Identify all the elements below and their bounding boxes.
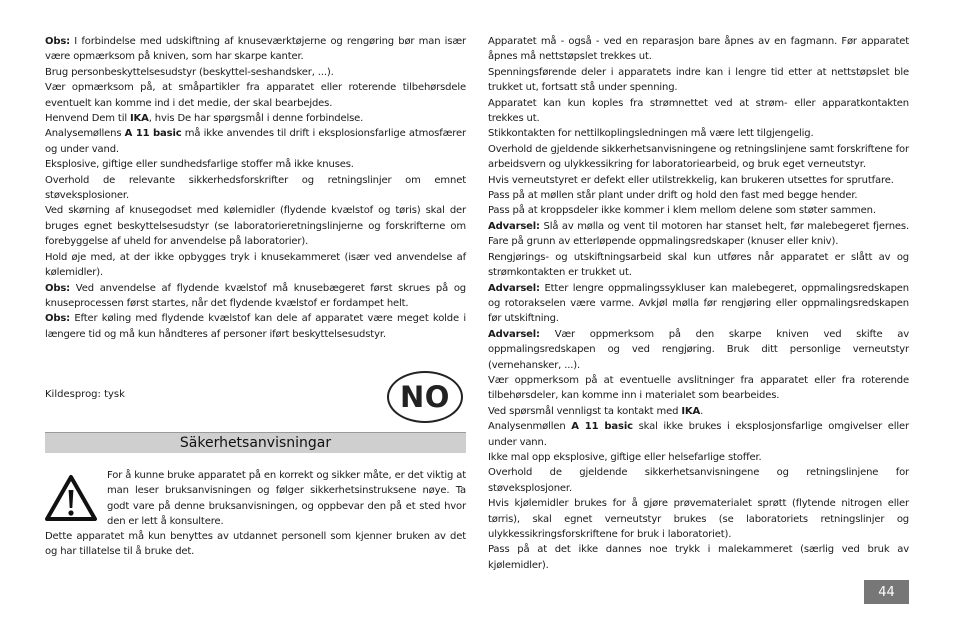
bold-term: IKA bbox=[129, 113, 149, 125]
staff-paragraph: Dette apparatet må kun benyttes av utdannet personell som kjenner bruken av det og har tillatelse til å bruke det. bbox=[45, 531, 466, 558]
paragraph-text: Eksplosive, giftige eller sundhedsfarlige stoffer må ikke knuses. bbox=[45, 159, 354, 171]
paragraph bbox=[488, 203, 909, 218]
bold-term: Advarsel: bbox=[488, 282, 540, 294]
paragraph-text: Rengjørings- og utskiftningsarbeid skal kun utføres når apparatet er slått av og strømkontakten er trukket ut. bbox=[488, 251, 909, 279]
paragraph bbox=[488, 142, 909, 173]
paragraph bbox=[45, 126, 466, 157]
paragraph-text: Hvis kjølemidler brukes for å gjøre prøvematerialet sprøtt (flytende nitrogen eller tørris), skal egnet verneutstyr brukes (se laboratoriets retningslinjer og ulykkessikringsforskriftene for bruk i laboratoriet). bbox=[488, 498, 909, 540]
paragraph-text: , hvis De har spørgsmål i denne forbindelse. bbox=[148, 113, 364, 125]
paragraph bbox=[488, 250, 909, 281]
paragraph-text: Pass på at møllen står plant under drift og hold den fast med begge hender. bbox=[488, 190, 858, 202]
right-column bbox=[488, 34, 909, 573]
paragraph bbox=[45, 250, 466, 281]
paragraph bbox=[45, 34, 466, 65]
paragraph-text: Overhold de gjeldende sikkerhetsanvisningene og retningslinjene samt forskriftene for arbeidsvern og ulykkessikring for laboratoriearbeid, og bruk eget verneutstyr. bbox=[488, 143, 909, 171]
paragraph-text: Stikkontakten for nettilkoplingsledningen må være lett tilgjengelig. bbox=[488, 128, 814, 140]
paragraph bbox=[45, 281, 466, 312]
paragraph-text: Overhold de gjeldende sikkerhetsanvisningene og retningslinjene for støveksplosjoner. bbox=[488, 467, 909, 494]
paragraph-text: Etter lengre oppmalingssykluser kan malebegeret, oppmalingsredskapen og rotorakselen være varme. Avkjøl mølla før rengjøring eller oppmalingsredskapen før utskiftning. bbox=[488, 282, 909, 325]
paragraph-text: Analysemøllens bbox=[45, 128, 125, 140]
paragraph bbox=[488, 542, 909, 573]
paragraph bbox=[45, 111, 466, 126]
paragraph-text: Apparatet kan kun koples fra strømnettet ved at strøm- eller apparatkontakten trekkes ut. bbox=[488, 97, 909, 125]
paragraph bbox=[488, 188, 909, 203]
paragraph-text: Henvend Dem til bbox=[45, 113, 130, 125]
paragraph-text: Hvis verneutstyret er defekt eller utilstrekkelig, kan brukeren utsettes for sprutfare. bbox=[488, 174, 894, 186]
paragraph-text: Hold øje med, at der ikke opbygges tryk i knusekammeret (især ved anvendelse af kølemidler). bbox=[45, 251, 466, 279]
paragraph-text: Pass på at kroppsdeler ikke kommer i klem mellom delene som støter sammen. bbox=[488, 205, 876, 217]
left-column bbox=[45, 34, 466, 342]
paragraph bbox=[45, 311, 466, 342]
paragraph bbox=[488, 404, 909, 419]
warning-paragraph: For å kunne bruke apparatet på en korrekt og sikker måte, er det viktig at man leser bruksanvisningen og følger sikkerhetsinstruksene nøye. Ta godt vare på denne bruksanvisningen, og oppbevar den på et sted hvor den er lett å konsultere. bbox=[107, 470, 466, 528]
paragraph bbox=[488, 34, 909, 65]
paragraph-text: Ved anvendelse af flydende kvælstof må knusebægeret først skrues på og knuseprocessen først startes, når det flydende kvælstof er fordampet helt. bbox=[45, 282, 466, 309]
paragraph bbox=[488, 96, 909, 127]
bold-term: A 11 basic bbox=[124, 128, 182, 140]
paragraph-text: Vær oppmerksom på den skarpe kniven ved skifte av oppmalingsredskapen og ved rengjøring. Bruk ditt personlige verneutstyr (vernehansker, ...). bbox=[488, 328, 909, 371]
paragraph-text: Ved skørning af knusegodset med kølemidler (flydende kvælstof og tøris) skal der bruges egnet beskyttelsesudstyr (se laboratorieretningslinjerne og forskrifterne om forebyggelse af uheld for anvendelse på laboratorier). bbox=[45, 205, 466, 248]
paragraph bbox=[488, 281, 909, 327]
paragraph-text: Ikke mal opp eksplosive, giftige eller helsefarlige stoffer. bbox=[488, 451, 762, 463]
paragraph-text: Apparatet må - også - ved en reparasjon bare åpnes av en fagmann. Før apparatet åpnes må nettstøpslet trekkes ut. bbox=[488, 36, 909, 63]
paragraph bbox=[488, 327, 909, 373]
bold-term: Advarsel: bbox=[488, 220, 540, 232]
section-title: Säkerhetsanvisningar bbox=[45, 432, 466, 453]
paragraph bbox=[488, 419, 909, 450]
paragraph-text: skal ikke brukes i eksplosjonsfarlige omgivelser eller under vann. bbox=[488, 421, 909, 448]
paragraph bbox=[45, 173, 466, 204]
paragraph bbox=[45, 157, 466, 172]
paragraph bbox=[488, 65, 909, 96]
paragraph-text: Efter køling med flydende kvælstof kan dele af apparatet være meget kolde i længere tid og må kun håndteres af personer iført beskyttelsesudstyr. bbox=[45, 313, 466, 340]
language-badge: NO bbox=[387, 371, 463, 423]
paragraph bbox=[45, 65, 466, 80]
bold-term: IKA bbox=[681, 405, 701, 417]
paragraph-text: Vær oppmerksom på at eventuelle avslitninger fra apparatet eller fra roterende tilbehørsdeler, kan komme inn i materialet som bearbeides. bbox=[488, 374, 909, 402]
paragraph-text: Pass på at det ikke dannes noe trykk i malekammeret (særlig ved bruk av kjølemidler). bbox=[488, 544, 909, 571]
paragraph-text: Analysenmøllen bbox=[488, 421, 572, 433]
bold-term: Obs: bbox=[45, 313, 71, 325]
bold-term: Obs: bbox=[45, 36, 71, 47]
paragraph bbox=[45, 80, 466, 111]
paragraph bbox=[488, 465, 909, 496]
paragraph-text: I forbindelse med udskiftning af knuseværktøjerne og rengøring bør man især være opmærksom på kniven, som har skarpe kanter. bbox=[45, 36, 466, 63]
paragraph-text: Ved spørsmål vennligst ta kontakt med bbox=[488, 405, 682, 417]
paragraph bbox=[45, 203, 466, 249]
paragraph-text: Slå av mølla og vent til motoren har stanset helt, før malebegeret fjernes. Fare på grunn av etterløpende oppmalingsredskaper (knuser eller kniv). bbox=[488, 220, 909, 248]
paragraph-text: Overhold de relevante sikkerhedsforskrifter og retningslinjer om emnet støveksplosioner. bbox=[45, 174, 466, 202]
paragraph-text: Brug personbeskyttelsesudstyr (beskyttel-seshandsker, ...). bbox=[45, 66, 334, 78]
page-number: 44 bbox=[864, 580, 909, 604]
paragraph-text: må ikke anvendes til drift i eksplosionsfarlige atmosfærer og under vand. bbox=[45, 128, 466, 155]
paragraph-text: Spenningsførende deler i apparatets indre kan i lengre tid etter at nettstøpslet ble trukket ut, fortsatt stå under spenning. bbox=[488, 66, 909, 94]
source-language-note: Kildesprog: tysk bbox=[45, 389, 125, 400]
paragraph bbox=[488, 373, 909, 404]
paragraph bbox=[488, 126, 909, 141]
paragraph bbox=[488, 173, 909, 188]
bold-term: A 11 basic bbox=[571, 421, 633, 433]
paragraph bbox=[488, 219, 909, 250]
paragraph bbox=[488, 450, 909, 465]
warning-triangle-icon bbox=[44, 474, 98, 522]
bold-term: Obs: bbox=[45, 282, 71, 294]
paragraph bbox=[488, 496, 909, 542]
bold-term: Advarsel: bbox=[488, 328, 540, 340]
paragraph-text: . bbox=[700, 405, 704, 417]
paragraph-text: Vær opmærksom på, at småpartikler fra apparatet eller roterende tilbehørsdele eventuelt kan komme ind i det medie, der skal bearbejdes. bbox=[45, 82, 466, 109]
